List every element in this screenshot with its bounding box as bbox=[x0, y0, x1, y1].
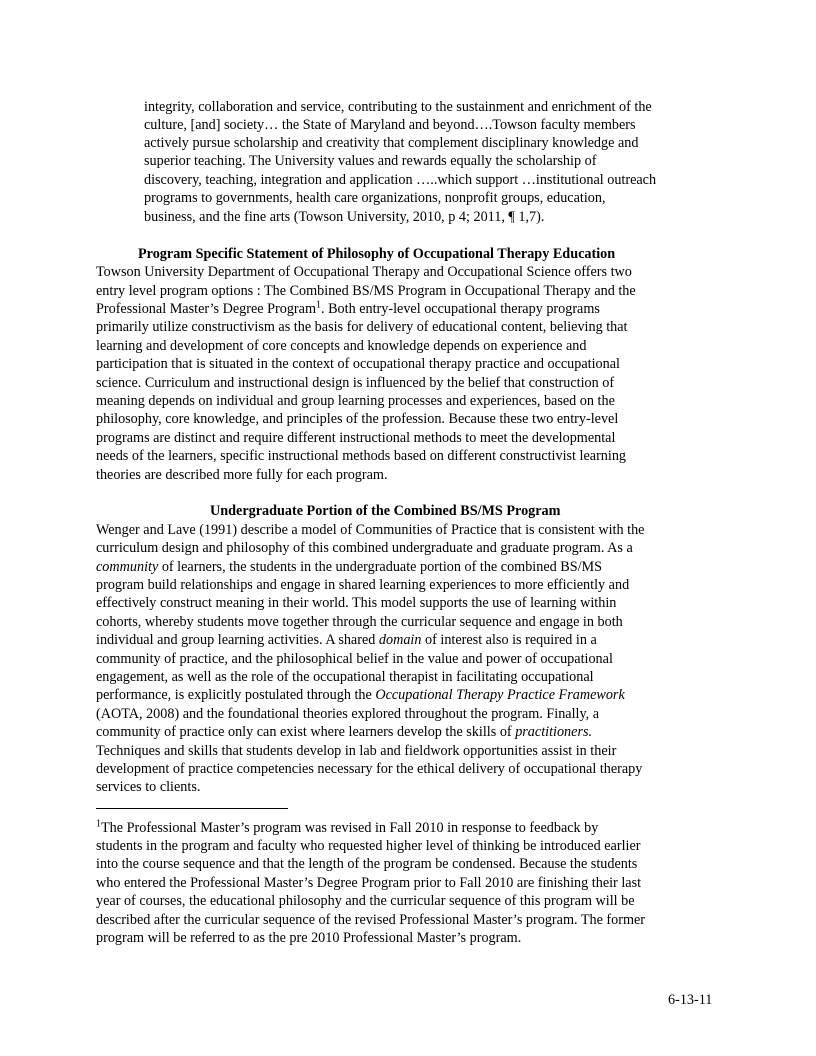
paragraph-line: community of practice, and the philosophical belief in the value and power of occupational bbox=[96, 651, 613, 667]
footnote-line: year of courses, the educational philosophy and the curricular sequence of this program will be bbox=[96, 893, 635, 909]
footnote-line: who entered the Professional Master’s Degree Program prior to Fall 2010 are finishing their last bbox=[96, 875, 642, 891]
line-text: . Both entry-level occupational therapy programs bbox=[320, 301, 600, 317]
paragraph-line bbox=[96, 558, 602, 576]
quote-line: discovery, teaching, integration and application …..which support …institutional outreach bbox=[144, 172, 657, 188]
paragraph-line: development of practice competencies necessary for the ethical delivery of occupational therapy bbox=[96, 761, 643, 777]
quote-line: programs to governments, health care organizations, nonprofit groups, education, bbox=[144, 190, 606, 206]
italic-term: practitioners. bbox=[515, 724, 593, 740]
paragraph-line: science. Curriculum and instructional design is influenced by the belief that construction of bbox=[96, 375, 615, 391]
line-text: performance, is explicitly postulated through the bbox=[96, 687, 376, 703]
paragraph-line: programs are distinct and require different instructional methods to meet the developmental bbox=[96, 430, 616, 446]
paragraph-line: engagement, as well as the role of the occupational therapist in facilitating occupational bbox=[96, 669, 594, 685]
paragraph-line: primarily utilize constructivism as the basis for delivery of educational content, believing that bbox=[96, 319, 628, 335]
paragraph-line: Techniques and skills that students develop in lab and fieldwork opportunities assist in their bbox=[96, 743, 617, 759]
paragraph-line: Wenger and Lave (1991) describe a model of Communities of Practice that is consistent with the bbox=[96, 522, 645, 538]
italic-term: domain bbox=[378, 632, 422, 648]
line-text: individual and group learning activities. A shared bbox=[96, 632, 379, 648]
paragraph-line: learning and development of core concepts and knowledge depends on experience and bbox=[96, 338, 587, 354]
paragraph-line: (AOTA, 2008) and the foundational theories explored throughout the program. Finally, a bbox=[96, 706, 600, 722]
section-heading-undergraduate: Undergraduate Portion of the Combined BS/MS Program bbox=[210, 503, 561, 519]
footnote-line: into the course sequence and that the length of the program be condensed. Because the students bbox=[96, 856, 638, 872]
quote-line: culture, [and] society… the State of Maryland and beyond….Towson faculty members bbox=[144, 117, 636, 133]
paragraph-line: needs of the learners, specific instructional methods based on different constructivist learning bbox=[96, 448, 627, 464]
footnote-reference[interactable]: 1 bbox=[315, 299, 321, 311]
line-text: The Professional Master’s program was revised in Fall 2010 in response to feedback by bbox=[101, 820, 599, 836]
paragraph-line bbox=[96, 723, 592, 741]
footnote-line: program will be referred to as the pre 2010 Professional Master’s program. bbox=[96, 930, 522, 946]
footnote-line: described after the curricular sequence of the revised Professional Master’s program. The former bbox=[96, 912, 646, 928]
paragraph-line: curriculum design and philosophy of this combined undergraduate and graduate program. As a bbox=[96, 540, 633, 556]
paragraph-line: meaning depends on individual and group learning processes and experiences, based on the bbox=[96, 393, 615, 409]
quote-line: actively pursue scholarship and creativity that complement disciplinary knowledge and bbox=[144, 135, 639, 151]
section-heading-philosophy: Program Specific Statement of Philosophy of Occupational Therapy Education bbox=[138, 246, 616, 262]
footnote-marker: 1 bbox=[96, 818, 101, 830]
quote-line: business, and the fine arts (Towson University, 2010, p 4; 2011, ¶ 1,7). bbox=[144, 209, 545, 225]
paragraph-line: cohorts, whereby students move together through the curricular sequence and engage in both bbox=[96, 614, 623, 630]
paragraph-line bbox=[96, 686, 625, 704]
line-text: of learners, the students in the undergraduate portion of the combined BS/MS bbox=[158, 559, 603, 575]
paragraph-line: participation that is situated in the context of occupational therapy practice and occupational bbox=[96, 356, 620, 372]
paragraph-line: Towson University Department of Occupational Therapy and Occupational Science offers two bbox=[96, 264, 632, 280]
paragraph-line: theories are described more fully for each program. bbox=[96, 467, 388, 483]
line-text: of interest also is required in a bbox=[421, 632, 597, 648]
quote-line: superior teaching. The University values and rewards equally the scholarship of bbox=[144, 153, 597, 169]
italic-title: Occupational Therapy Practice Framework bbox=[375, 687, 625, 703]
paragraph-line bbox=[96, 631, 597, 649]
line-text: Professional Master’s Degree Program bbox=[96, 301, 316, 317]
paragraph-line bbox=[96, 300, 600, 318]
italic-term: community bbox=[96, 559, 159, 575]
footnote-separator bbox=[96, 808, 288, 809]
page-date: 6-13-11 bbox=[668, 992, 713, 1008]
paragraph-line: effectively construct meaning in their world. This model supports the use of learning within bbox=[96, 595, 617, 611]
paragraph-line: services to clients. bbox=[96, 779, 201, 795]
footnote-line: students in the program and faculty who requested higher level of thinking be introduced earlier bbox=[96, 838, 641, 854]
paragraph-line: philosophy, core knowledge, and principles of the profession. Because these two entry-level bbox=[96, 411, 619, 427]
paragraph-line: program build relationships and engage in shared learning experiences to more efficiently and bbox=[96, 577, 630, 593]
paragraph-line: entry level program options : The Combined BS/MS Program in Occupational Therapy and the bbox=[96, 283, 636, 299]
line-text: community of practice only can exist where learners develop the skills of bbox=[96, 724, 516, 740]
quote-line: integrity, collaboration and service, contributing to the sustainment and enrichment of the bbox=[144, 99, 652, 115]
footnote-line bbox=[96, 819, 598, 837]
